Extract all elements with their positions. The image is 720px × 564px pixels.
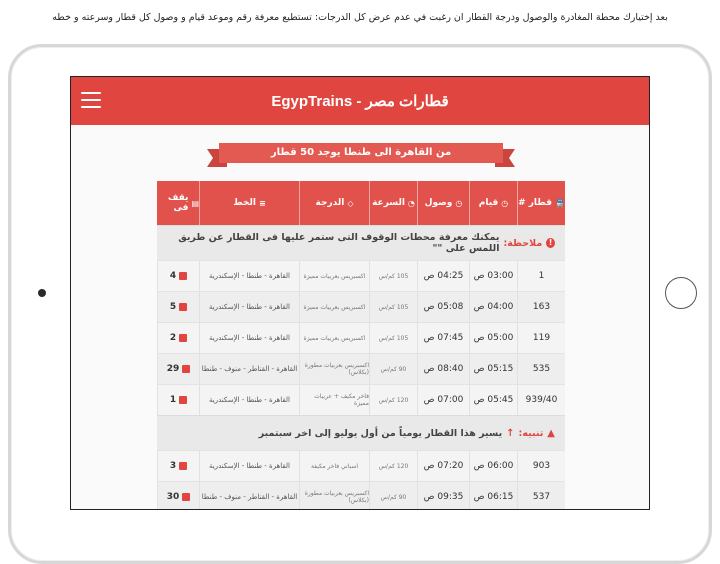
cell-stops[interactable]: [157, 323, 199, 353]
cell-line: القاهرة - طنطا - الإسكندرية: [199, 323, 299, 353]
menu-icon[interactable]: [81, 92, 101, 108]
cell-stops[interactable]: [157, 451, 199, 481]
cell-class: اكسبريس بعربيات مطورة (بكلاس): [299, 482, 369, 510]
cell-class: اكسبريس بعربيات مطورة (بكلاس): [299, 354, 369, 384]
table-header: [157, 181, 565, 225]
home-button[interactable]: [665, 277, 697, 309]
cell-stops[interactable]: [157, 385, 199, 415]
cell-depart: 04:00 ص: [469, 292, 517, 322]
warning-row: [157, 415, 565, 450]
header-depart[interactable]: ◷ قيام: [469, 181, 517, 225]
cell-stops[interactable]: [157, 292, 199, 322]
cell-class: اكسبريس بعربيات مميزة: [299, 292, 369, 322]
cell-class: اكسبريس بعربيات مميزة: [299, 323, 369, 353]
train-table: [157, 181, 565, 510]
clock-icon: ◷: [455, 198, 463, 208]
cell-speed: 90 كم/س: [369, 354, 417, 384]
cell-depart: 03:00 ص: [469, 261, 517, 291]
table-row[interactable]: [157, 384, 565, 415]
cell-train: 903: [517, 451, 565, 481]
cell-depart: 05:45 ص: [469, 385, 517, 415]
cell-train: 1: [517, 261, 565, 291]
cell-depart: 05:15 ص: [469, 354, 517, 384]
stops-icon[interactable]: [179, 462, 187, 470]
stops-count: 29: [166, 364, 180, 374]
stops-count: 30: [166, 492, 180, 502]
cell-class: فاخر مكيف + عربيات مميزة: [299, 385, 369, 415]
cell-arrive: 09:35 ص: [417, 482, 469, 510]
warning-label: تنبيه:: [518, 427, 544, 439]
stops-count: 4: [169, 271, 177, 281]
cell-train: 537: [517, 482, 565, 510]
cell-class: اكسبريس بعربيات مميزة: [299, 261, 369, 291]
header-class[interactable]: ◇ الدرجة: [299, 181, 369, 225]
cell-depart: 06:15 ص: [469, 482, 517, 510]
warning-icon: ▲: [547, 427, 555, 439]
cell-train: 535: [517, 354, 565, 384]
cell-line: القاهرة - طنطا - الإسكندرية: [199, 292, 299, 322]
note-label: ملاحظة:: [503, 237, 543, 249]
header-stops[interactable]: ▤ يقف فى: [157, 181, 199, 225]
header-train[interactable]: 🚆 قطار #: [517, 181, 565, 225]
cell-train: 119: [517, 323, 565, 353]
cell-arrive: 07:20 ص: [417, 451, 469, 481]
app-title: قطارات مصر - EgypTrains: [271, 93, 449, 110]
table-row[interactable]: [157, 450, 565, 481]
filter-icon: ≡: [258, 198, 266, 208]
cell-line: القاهرة - القناطر - منوف - طنطا: [199, 354, 299, 384]
speedometer-icon: ◔: [407, 198, 415, 208]
stops-count: 3: [169, 461, 177, 471]
cell-speed: 105 كم/س: [369, 261, 417, 291]
table-row[interactable]: [157, 322, 565, 353]
results-banner: [71, 143, 649, 179]
cell-speed: 105 كم/س: [369, 292, 417, 322]
stops-icon[interactable]: [179, 334, 187, 342]
table-row[interactable]: [157, 353, 565, 384]
stops-icon[interactable]: [182, 493, 190, 501]
stops-count: 1: [169, 395, 177, 405]
table-row[interactable]: [157, 291, 565, 322]
cell-speed: 105 كم/س: [369, 323, 417, 353]
cell-train: 163: [517, 292, 565, 322]
cell-stops[interactable]: [157, 261, 199, 291]
stops-icon[interactable]: [179, 272, 187, 280]
arrow-up-icon: ↑: [506, 427, 515, 439]
table-row[interactable]: [157, 260, 565, 291]
cell-arrive: 08:40 ص: [417, 354, 469, 384]
clock-icon: ◷: [501, 198, 509, 208]
camera-dot: [38, 289, 46, 297]
info-icon: !: [546, 238, 555, 248]
app-bar: [71, 77, 649, 125]
header-speed[interactable]: ◔ السرعة: [369, 181, 417, 225]
list-icon: ▤: [191, 198, 199, 208]
app-screen: [70, 76, 650, 510]
header-line[interactable]: ≡ الخط: [199, 181, 299, 225]
tag-icon: ◇: [347, 198, 354, 208]
results-banner-text: من القاهرة الى طنطا يوجد 50 قطار: [219, 143, 503, 163]
cell-depart: 06:00 ص: [469, 451, 517, 481]
stops-count: 2: [169, 333, 177, 343]
stops-icon[interactable]: [182, 365, 190, 373]
rows-group-a: [157, 260, 565, 415]
header-arrive[interactable]: ◷ وصول: [417, 181, 469, 225]
cell-line: القاهرة - طنطا - الإسكندرية: [199, 385, 299, 415]
cell-speed: 120 كم/س: [369, 385, 417, 415]
rows-group-b: [157, 450, 565, 510]
stops-count: 5: [169, 302, 177, 312]
cell-arrive: 07:00 ص: [417, 385, 469, 415]
warning-text: يسير هذا القطار يومياً من أول يوليو إلى اخر سبتمبر: [258, 427, 503, 439]
cell-arrive: 05:08 ص: [417, 292, 469, 322]
note-row: [157, 225, 565, 260]
cell-stops[interactable]: [157, 354, 199, 384]
note-text: يمكنك معرفة محطات الوقوف التى ستمر عليها فى القطار عن طريق اللمس على "": [178, 232, 500, 254]
cell-line: القاهرة - طنطا - الإسكندرية: [199, 261, 299, 291]
table-row[interactable]: [157, 481, 565, 510]
cell-speed: 90 كم/س: [369, 482, 417, 510]
cell-line: القاهرة - طنطا - الإسكندرية: [199, 451, 299, 481]
cell-depart: 05:00 ص: [469, 323, 517, 353]
train-icon: 🚆: [554, 198, 565, 208]
cell-stops[interactable]: [157, 482, 199, 510]
cell-line: القاهرة - القناطر - منوف - طنطا: [199, 482, 299, 510]
caption-text: بعد إختيارك محطة المغادرة والوصول ودرجة القطار ان رغبت في عدم عرض كل الدرجات: تستطيع معرفة رقم وموعد قيام و وصول كل قطار وسرعته و خطه: [52, 12, 668, 23]
cell-train: 939/40: [517, 385, 565, 415]
cell-class: اسباني فاخر مكيفة: [299, 451, 369, 481]
stops-icon[interactable]: [179, 303, 187, 311]
cell-speed: 120 كم/س: [369, 451, 417, 481]
cell-arrive: 07:45 ص: [417, 323, 469, 353]
cell-arrive: 04:25 ص: [417, 261, 469, 291]
stops-icon[interactable]: [179, 396, 187, 404]
